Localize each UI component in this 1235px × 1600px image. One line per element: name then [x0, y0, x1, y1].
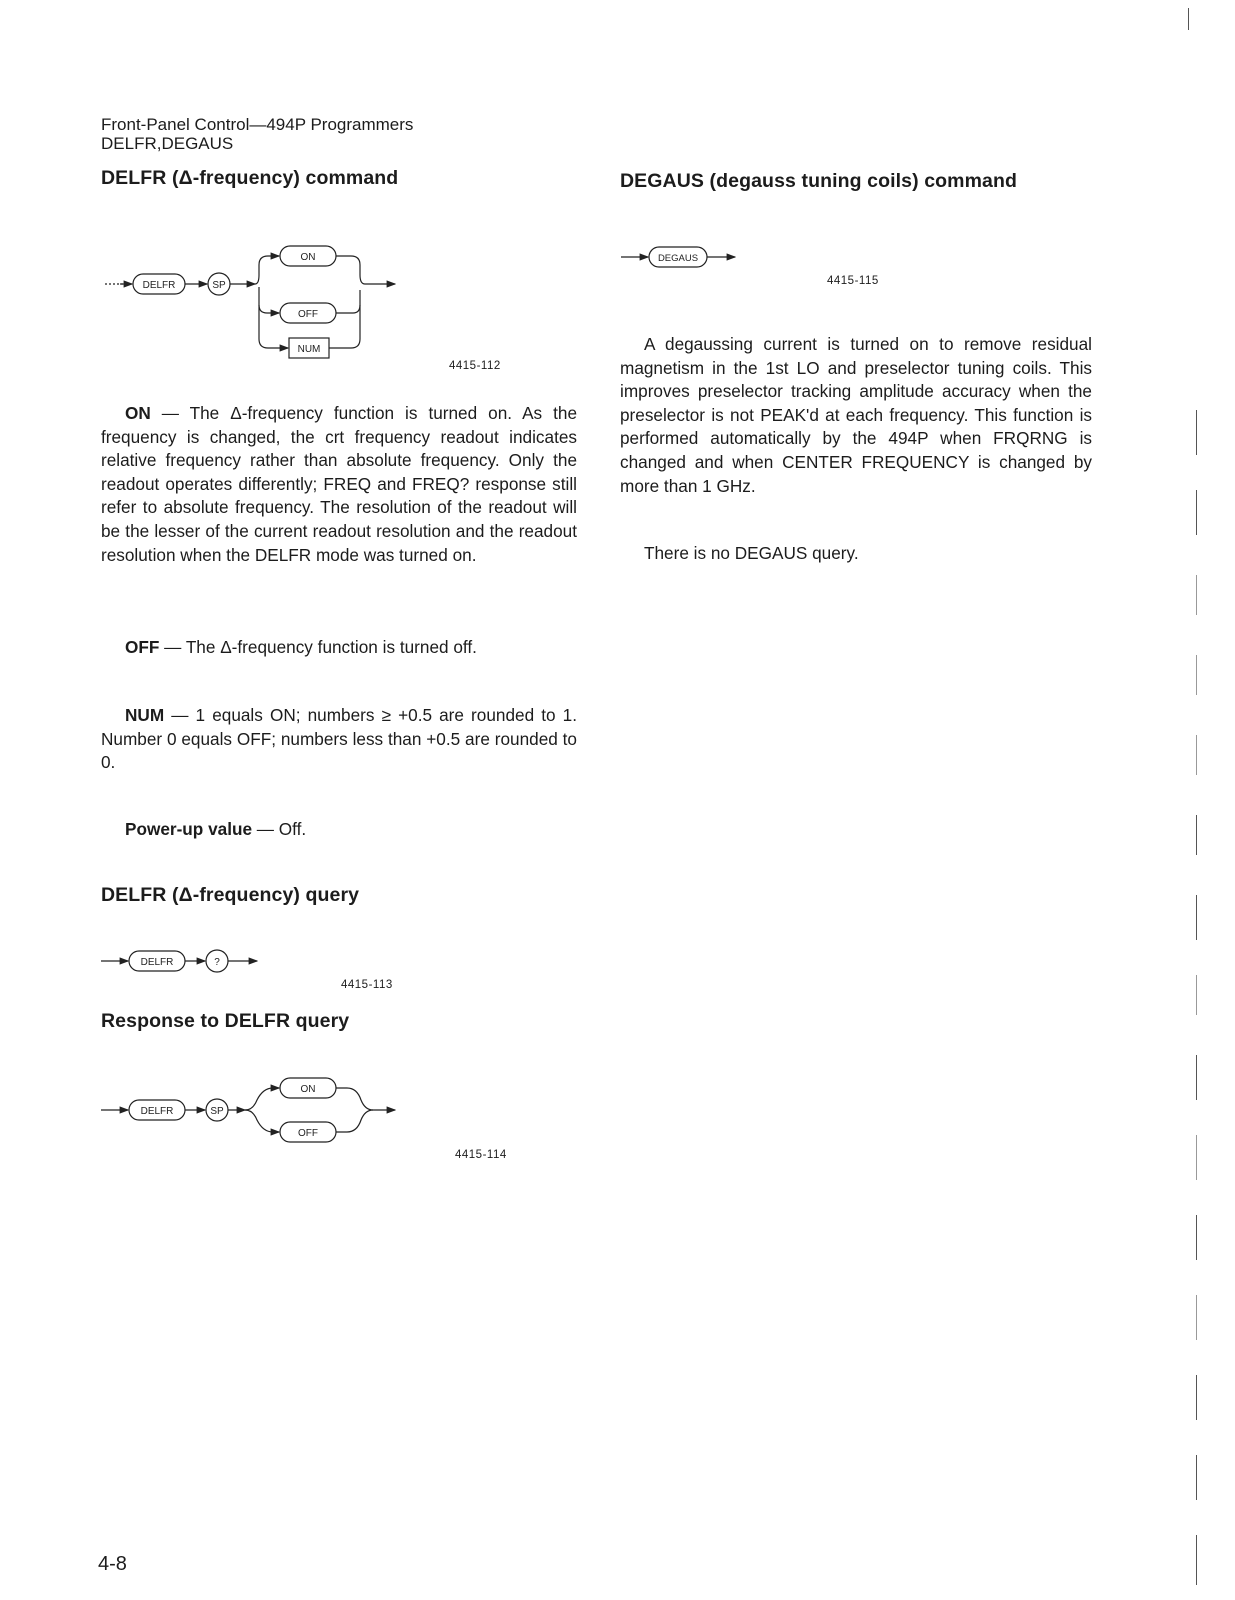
delfr-query-syntax-diagram [95, 945, 275, 979]
num-description: NUM — 1 equals ON; numbers ≥ +0.5 are rounded to 1. Number 0 equals OFF; numbers less than +0.5 are rounded to 0. [101, 705, 577, 773]
degaus-command-syntax-diagram [615, 243, 745, 273]
diagram-option-off: OFF [298, 309, 318, 320]
num-text: 1 equals ON; numbers ≥ +0.5 are rounded to 1. Number 0 equals OFF; numbers less than +0.5 are rounded to 0. [101, 705, 577, 773]
page-number: 4-8 [98, 1553, 127, 1575]
delfr-response-syntax-diagram [95, 1070, 405, 1150]
figure-number-112: 4415-112 [449, 360, 501, 372]
figure-number-115: 4415-115 [827, 275, 879, 287]
scan-edge-mark [1196, 895, 1197, 940]
on-description: ON — The Δ-frequency function is turned on. As the frequency is changed, the crt frequency readout indicates relative frequency rather than absolute frequency. Only the readout operates differently; FREQ and FREQ? response still refer to absolute frequency. The resolution of the readout will be the lesser of the current readout resolution and the readout resolution when the DELFR mode was turned on. [101, 403, 578, 565]
diagram-separator-sp: SP [212, 280, 226, 291]
scan-edge-mark [1196, 1055, 1197, 1100]
num-term: NUM [125, 705, 165, 725]
diagram-option-on: ON [300, 252, 316, 263]
on-text: The Δ-frequency function is turned on. As the frequency is changed, the crt frequency readout indicates relative frequency rather than absolute frequency. Only the readout operates differently; FREQ and FREQ? response still refer to absolute frequency. The resolution of the readout will be the lesser of the current readout resolution and the readout resolution when the DELFR mode was turned on. [101, 403, 578, 565]
figure-number-113: 4415-113 [341, 979, 393, 991]
degaus-command-heading: DEGAUS (degauss tuning coils) command [620, 170, 1017, 192]
query-keyword-delfr: DELFR [140, 957, 174, 968]
response-separator-sp: SP [210, 1106, 224, 1117]
scan-edge-mark [1196, 975, 1197, 1015]
scan-edge-mark [1196, 490, 1197, 535]
response-option-on: ON [300, 1084, 316, 1095]
degaus-query-note [620, 542, 1092, 566]
response-keyword-delfr: DELFR [140, 1106, 174, 1117]
scan-edge-mark [1196, 1135, 1197, 1180]
figure-number-114: 4415-114 [455, 1149, 507, 1161]
scan-edge-mark [1196, 815, 1197, 855]
on-term: ON [125, 403, 151, 423]
scan-edge-mark [1196, 1295, 1197, 1340]
scan-edge-mark [1196, 410, 1197, 455]
response-option-off: OFF [298, 1128, 318, 1139]
off-text: The Δ-frequency function is turned off. [185, 637, 477, 657]
delfr-query-heading: DELFR (Δ-frequency) query [101, 884, 360, 906]
scan-edge-mark [1196, 1215, 1197, 1260]
scan-edge-mark [1196, 1375, 1197, 1420]
running-header-subtitle: DELFR,DEGAUS [101, 134, 234, 153]
scan-edge-mark [1196, 1455, 1197, 1500]
scan-edge-mark [1196, 1535, 1197, 1585]
running-header-title: Front-Panel Control—494P Programmers [101, 115, 414, 134]
scan-edge-mark [1196, 655, 1197, 695]
degaus-description [620, 333, 1092, 498]
scan-edge-mark [1196, 575, 1197, 615]
query-symbol: ? [214, 957, 220, 968]
power-up-term: Power-up value [125, 819, 253, 839]
off-term: OFF [125, 637, 160, 657]
delfr-command-heading: DELFR (Δ-frequency) command [101, 167, 399, 189]
delfr-response-heading: Response to DELFR query [101, 1010, 350, 1032]
scan-edge-mark [1188, 8, 1189, 30]
degaus-description-text: A degaussing current is turned on to remove residual magnetism in the 1st LO and preselector tuning coils. This improves preselector tracking amplitude accuracy when the preselector is not PEAK'd at each frequency. This function is performed automatically by the 494P when FRQRNG is changed and when CENTER FREQUENCY is changed by more than 1 GHz. [620, 334, 1092, 496]
power-up-text: Off. [278, 819, 307, 839]
power-up-description: Power-up value — Off. [125, 819, 307, 839]
off-description: OFF — The Δ-frequency function is turned off. [125, 637, 477, 657]
diagram-keyword-degaus: DEGAUS [657, 253, 699, 264]
scan-edge-mark [1196, 735, 1197, 775]
delfr-command-syntax-diagram [95, 235, 415, 365]
diagram-option-num: NUM [297, 344, 321, 355]
diagram-keyword-delfr: DELFR [142, 280, 176, 291]
degaus-query-note-text: There is no DEGAUS query. [644, 543, 859, 563]
